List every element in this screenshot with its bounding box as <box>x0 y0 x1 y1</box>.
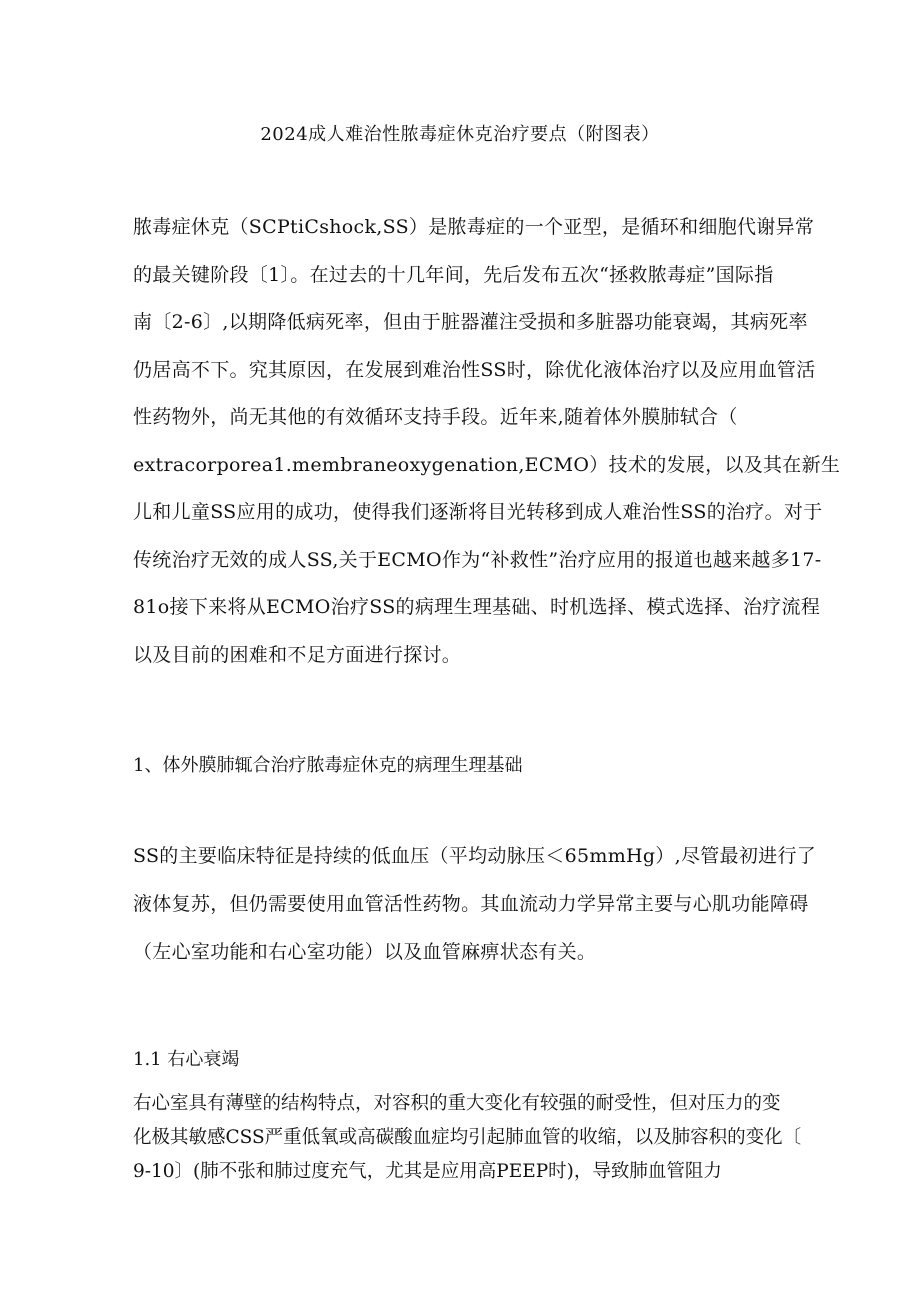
paragraph-line: SS的主要临床特征是持续的低血压（平均动脉压＜65mmHg）,尽管最初进行了 <box>133 845 817 867</box>
paragraph-line: 南〔2-6〕,以期降低病死率，但由于脏器灌注受损和多脏器功能衰竭，其病死率 <box>133 311 808 333</box>
paragraph-line: 化极其敏感CSS严重低氧或高碳酸血症均引起肺血管的收缩，以及肺容积的变化〔 <box>133 1127 802 1148</box>
paragraph-line: 仍居高不下。究其原因，在发展到难治性SS时，除优化液体治疗以及应用血管活 <box>133 358 816 381</box>
section-1-1-heading: 1.1 右心衰竭 <box>133 1049 240 1070</box>
paragraph-line: （左心室功能和右心室功能）以及血管麻痹状态有关。 <box>133 941 597 963</box>
paragraph-line: extracorporea1.membraneoxygenation,ECMO）技术的发展，以及其在新生 <box>133 453 841 476</box>
document-title: 2024成人难治性脓毒症休克治疗要点（附图表） <box>260 124 660 145</box>
paragraph-line: 性药物外，尚无其他的有效循环支持手段。近年来,随着体外膜肺轼合（ <box>133 406 738 428</box>
section-1-heading: 1、体外膜肺辄合治疗脓毒症休克的病理生理基础 <box>133 755 523 776</box>
section-1-1-paragraph <box>133 1093 802 1197</box>
paragraph-line: 儿和儿童SS应用的成功，使得我们逐渐将目光转移到成人难治性SS的治疗。对于 <box>133 501 823 523</box>
section-1-paragraph <box>133 845 817 991</box>
paragraph-line: 81o接下来将从ECMO治疗SS的病理生理基础、时机选择、模式选择、治疗流程 <box>133 596 821 618</box>
paragraph-line: 以及目前的困难和不足方面进行探讨。 <box>133 643 462 666</box>
paragraph-line: 传统治疗无效的成人SS,关于ECMO作为“补救性”治疗应用的报道也越来越多17- <box>133 548 822 571</box>
paragraph-line: 脓毒症休克（SCPtiCshock,SS）是脓毒症的一个亚型，是循环和细胞代谢异常 <box>133 216 815 238</box>
paragraph-line: 9-10〕(肺不张和肺过度充气，尤其是应用高PEEP时)，导致肺血管阻力 <box>133 1161 722 1182</box>
intro-paragraph <box>133 216 841 693</box>
paragraph-line: 的最关键阶段〔1〕。在过去的十几年间，先后发布五次“拯救脓毒症”国际指 <box>133 263 774 286</box>
paragraph-line: 液体复苏，但仍需要使用血管活性药物。其血流动力学异常主要与心肌功能障碍 <box>133 893 809 915</box>
paragraph-line: 右心室具有薄壁的结构特点，对容积的重大变化有较强的耐受性，但对压力的变 <box>133 1093 781 1114</box>
